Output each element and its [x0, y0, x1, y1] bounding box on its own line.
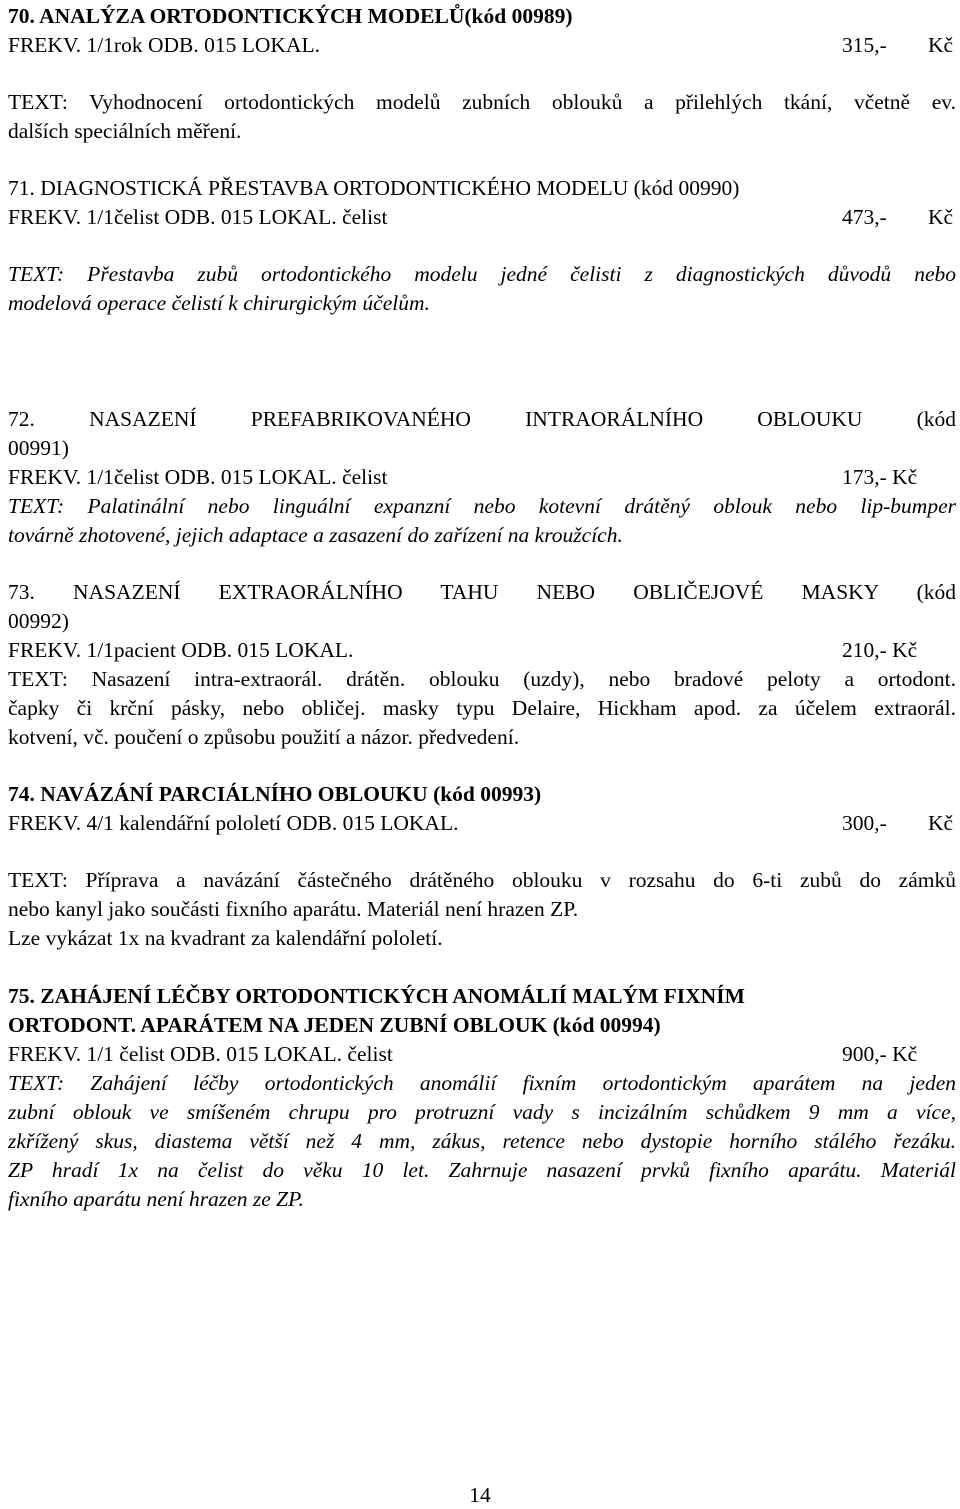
price-value: 315,-	[842, 33, 887, 57]
description-line: dalších speciálních měření.	[8, 119, 242, 143]
description-line: TEXT: Nasazení intra-extraorál. drátěn. oblouku (uzdy), nebo bradové peloty a ortodont.	[8, 667, 956, 691]
description-line: továrně zhotovené, jejich adaptace a zasazení do zařízení na kroužcích.	[8, 523, 623, 547]
item-title-continued: 00992)	[8, 609, 69, 633]
price-value: 210,- Kč	[842, 638, 918, 662]
description-line: TEXT: Přestavba zubů ortodontického modelu jedné čelisti z diagnostických důvodů nebo	[8, 262, 956, 286]
description-line: zkřížený skus, diastema větší než 4 mm, zákus, retence nebo dystopie horního stálého řezáku.	[8, 1129, 956, 1153]
price-value: 173,- Kč	[842, 465, 918, 489]
description-line: zubní oblouk ve smíšeném chrupu pro protruzní vady s incizálním schůdkem 9 mm a více,	[8, 1100, 956, 1124]
currency-label: Kč	[928, 33, 954, 57]
description-line: TEXT: Palatinální nebo linguální expanzní nebo kotevní drátěný oblouk nebo lip-bumper	[8, 494, 956, 518]
frequency-line: FREKV. 1/1čelist ODB. 015 LOKAL. čelist	[8, 465, 388, 489]
description-line: modelová operace čelistí k chirurgickým účelům.	[8, 291, 430, 315]
item-title: 73. NASAZENÍ EXTRAORÁLNÍHO TAHU NEBO OBLIČEJOVÉ MASKY (kód	[8, 580, 956, 604]
description-line: fixního aparátu není hrazen ze ZP.	[8, 1187, 304, 1211]
description-line: ZP hradí 1x na čelist do věku 10 let. Zahrnuje nasazení prvků fixního aparátu. Materiál	[8, 1158, 956, 1182]
description-line: kotvení, vč. poučení o způsobu použití a názor. předvedení.	[8, 725, 520, 749]
price-value: 900,- Kč	[842, 1042, 918, 1066]
frequency-line: FREKV. 1/1čelist ODB. 015 LOKAL. čelist	[8, 205, 388, 229]
item-title-continued: ORTODONT. APARÁTEM NA JEDEN ZUBNÍ OBLOUK (kód 00994)	[8, 1013, 661, 1037]
currency-label: Kč	[928, 205, 954, 229]
frequency-line: FREKV. 4/1 kalendářní pololetí ODB. 015 LOKAL.	[8, 811, 459, 835]
item-title: 75. ZAHÁJENÍ LÉČBY ORTODONTICKÝCH ANOMÁLIÍ MALÝM FIXNÍM	[8, 984, 745, 1008]
item-title: 72. NASAZENÍ PREFABRIKOVANÉHO INTRAORÁLNÍHO OBLOUKU (kód	[8, 407, 956, 431]
description-line: čapky či krční pásky, nebo obličej. masky typu Delaire, Hickham apod. za účelem extraorál.	[8, 696, 956, 720]
item-title: 74. NAVÁZÁNÍ PARCIÁLNÍHO OBLOUKU (kód 00993)	[8, 782, 542, 806]
price-value: 473,-	[842, 205, 887, 229]
frequency-line: FREKV. 1/1rok ODB. 015 LOKAL.	[8, 33, 320, 57]
frequency-line: FREKV. 1/1pacient ODB. 015 LOKAL.	[8, 638, 354, 662]
frequency-line: FREKV. 1/1 čelist ODB. 015 LOKAL. čelist	[8, 1042, 393, 1066]
page-number: 14	[469, 1483, 491, 1507]
description-line: Lze vykázat 1x na kvadrant za kalendářní pololetí.	[8, 926, 443, 950]
description-line: TEXT: Vyhodnocení ortodontických modelů zubních oblouků a přilehlých tkání, včetně ev.	[8, 90, 956, 114]
item-title-continued: 00991)	[8, 436, 69, 460]
description-line: nebo kanyl jako součásti fixního aparátu. Materiál není hrazen ZP.	[8, 897, 579, 921]
description-line: TEXT: Zahájení léčby ortodontických anomálií fixním ortodontickým aparátem na jeden	[8, 1071, 956, 1095]
item-title: 70. ANALÝZA ORTODONTICKÝCH MODELŮ(kód 00989)	[8, 4, 573, 28]
currency-label: Kč	[928, 811, 954, 835]
description-line: TEXT: Příprava a navázání částečného drátěného oblouku v rozsahu do 6-ti zubů do zámků	[8, 868, 956, 892]
item-title: 71. DIAGNOSTICKÁ PŘESTAVBA ORTODONTICKÉHO MODELU (kód 00990)	[8, 176, 740, 200]
price-value: 300,-	[842, 811, 887, 835]
